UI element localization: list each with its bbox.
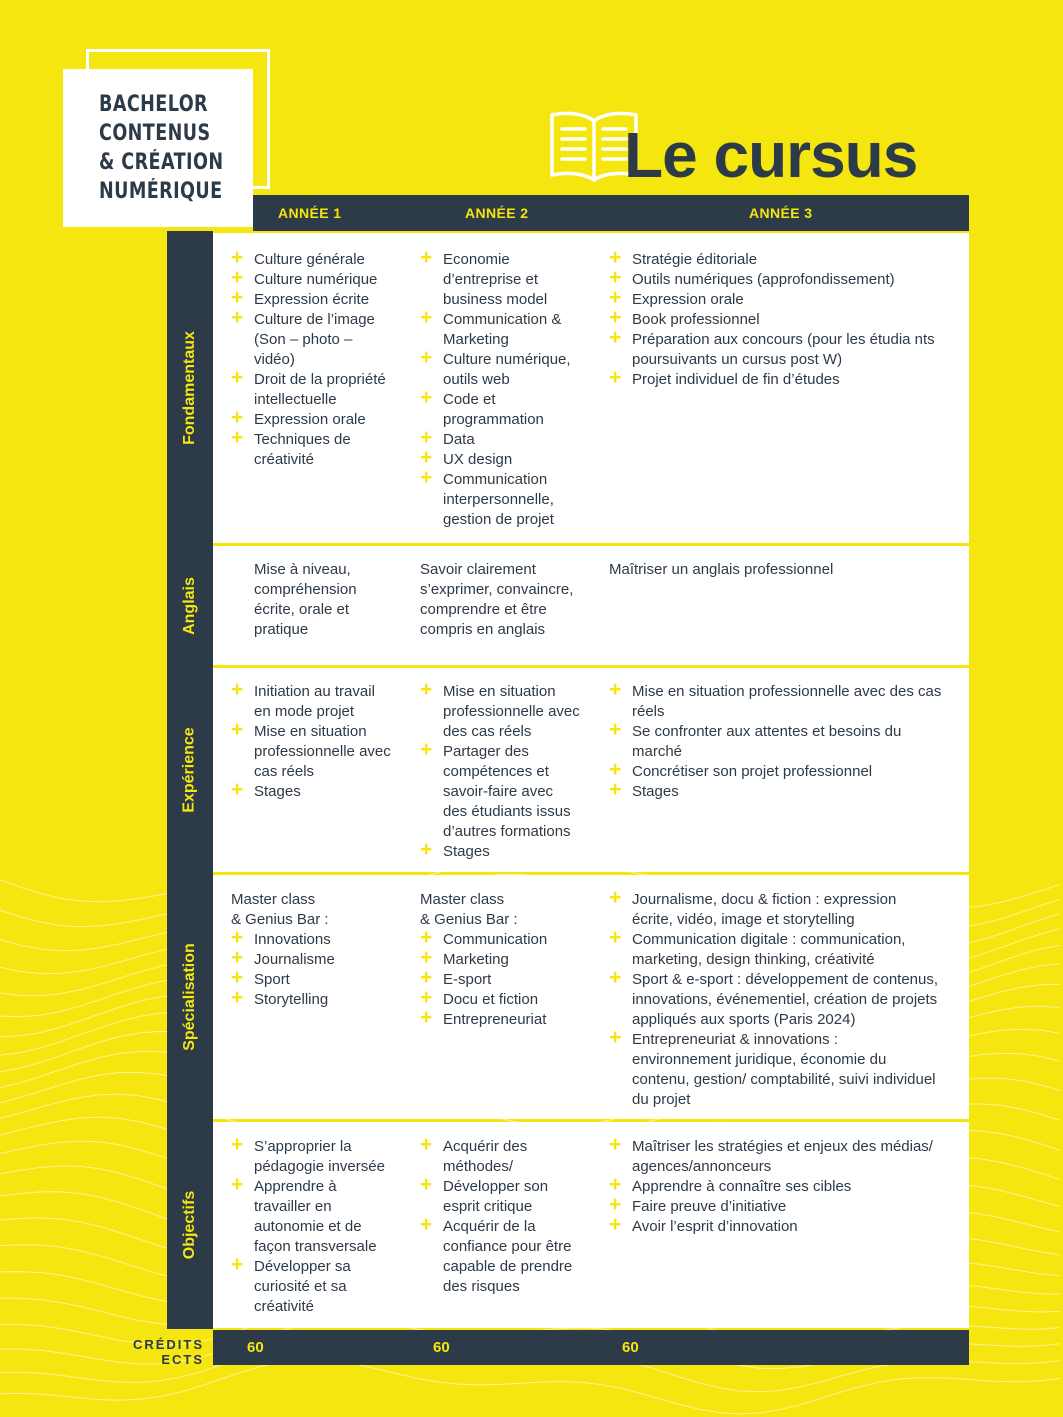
list-item: + Communication interpersonnelle, gestion de projet (420, 470, 580, 530)
cell-text: Mise à niveau, compréhension écrite, orale et pratique (254, 561, 357, 638)
list-item: + Maîtriser les stratégies et enjeux des médias/ agences/annonceurs (609, 1137, 939, 1177)
list-item: + Journalisme, docu & fiction : expression écrite, vidéo, image et storytelling (609, 890, 939, 930)
list-item: + S’approprier la pédagogie inversée (231, 1137, 391, 1177)
list-item: + Stratégie éditoriale (609, 250, 949, 270)
row-label-anglais (167, 546, 213, 665)
list-item: + Développer son esprit critique (420, 1177, 580, 1217)
table-cell (420, 1137, 580, 1297)
row-label-text: Objectifs (181, 1190, 198, 1260)
cell-intro: Master class (231, 891, 316, 908)
list-item: + Sport (231, 970, 391, 990)
program-title-line: BACHELOR (99, 92, 209, 117)
list-item: + Culture de l’image (Son – photo – vidéo) (231, 310, 391, 370)
table-cell (231, 890, 391, 1010)
list-item: + Sport & e-sport : développement de contenus, innovations, événementiel, création de projets appliqués aux sports (Paris 2024) (609, 970, 939, 1030)
credits-year-3: 60 (622, 1339, 639, 1356)
list-item: + Se confronter aux attentes et besoins du marché (609, 722, 954, 762)
column-header-year-2: ANNÉE 2 (465, 205, 529, 221)
list-item: + Culture générale (231, 250, 391, 270)
list-item: + Mise en situation professionnelle avec cas réels (231, 722, 391, 782)
list-item: + Communication (420, 930, 580, 950)
row-label-fondamentaux (167, 233, 213, 543)
row-label-objectifs (167, 1122, 213, 1328)
bullet-list (231, 250, 391, 470)
cell-text: Savoir clairement s’exprimer, convaincre, comprendre et être compris en anglais (420, 561, 574, 638)
credits-bar (213, 1330, 969, 1365)
list-item: + Apprendre à connaître ses cibles (609, 1177, 939, 1197)
column-header-year-3: ANNÉE 3 (749, 205, 813, 221)
list-item: + Avoir l’esprit d’innovation (609, 1217, 939, 1237)
list-item: + Droit de la propriété intellectuelle (231, 370, 391, 410)
table-row-fondamentaux (213, 233, 969, 543)
list-item: + Mise en situation professionnelle avec des cas réels (609, 682, 954, 722)
list-item: + Outils numériques (approfondissement) (609, 270, 949, 290)
list-item: + Expression écrite (231, 290, 391, 310)
table-row-experience (213, 668, 969, 872)
table-cell (609, 890, 939, 1110)
cell-intro: & Genius Bar : (231, 911, 329, 928)
table-cell (420, 682, 580, 862)
bullet-list (609, 682, 954, 802)
bullet-list (609, 890, 939, 1110)
row-label-text: Anglais (181, 576, 199, 635)
list-item: + Développer sa curiosité et sa créativité (231, 1257, 391, 1317)
table-header (253, 195, 969, 231)
program-title-line: & CRÉATION (99, 150, 224, 175)
list-item: + Expression orale (609, 290, 949, 310)
table-cell (609, 1137, 939, 1237)
table-cell (609, 560, 949, 580)
table-cell (231, 682, 391, 802)
list-item: + Culture numérique, outils web (420, 350, 580, 390)
list-item: + Mise en situation professionnelle avec des cas réels (420, 682, 580, 742)
cell-intro: Master class (420, 891, 505, 908)
table-cell (609, 682, 954, 802)
table-cell (420, 560, 575, 640)
bullet-list (420, 1137, 580, 1297)
list-item: + Entrepreneuriat (420, 1010, 580, 1030)
list-item: + Docu et fiction (420, 990, 580, 1010)
credits-year-1: 60 (247, 1339, 264, 1356)
page-title: Le cursus (624, 119, 918, 191)
list-item: + Communication & Marketing (420, 310, 580, 350)
list-item: + Techniques de créativité (231, 430, 391, 470)
list-item: + Concrétiser son projet professionnel (609, 762, 954, 782)
list-item: + Apprendre à travailler en autonomie et de façon transversale (231, 1177, 391, 1257)
list-item: + Culture numérique (231, 270, 391, 290)
row-label-experience (167, 668, 213, 872)
cell-intro: & Genius Bar : (420, 911, 518, 928)
program-title-line: NUMÉRIQUE (99, 179, 223, 204)
list-item: + Communication digitale : communication, marketing, design thinking, créativité (609, 930, 939, 970)
list-item: + Acquérir de la confiance pour être capable de prendre des risques (420, 1217, 580, 1297)
wave-line (0, 1360, 1060, 1414)
column-header-year-1: ANNÉE 1 (278, 205, 342, 221)
table-cell (254, 560, 389, 640)
bullet-list (231, 1137, 391, 1317)
list-item: + Journalisme (231, 950, 391, 970)
list-item: + Code et programmation (420, 390, 580, 430)
bullet-list (420, 930, 580, 1030)
table-cell (231, 1137, 391, 1317)
list-item: + Economie d’entreprise et business model (420, 250, 580, 310)
credits-ects-label (118, 1337, 204, 1367)
list-item: + Initiation au travail en mode projet (231, 682, 391, 722)
bullet-list (420, 250, 580, 530)
list-item: + Marketing (420, 950, 580, 970)
bullet-list (609, 250, 949, 390)
list-item: + Stages (420, 842, 580, 862)
bullet-list (231, 930, 391, 1010)
list-item: + E-sport (420, 970, 580, 990)
table-cell (420, 250, 580, 530)
table-cell (231, 250, 391, 470)
credits-label-line: ECTS (161, 1352, 204, 1367)
row-label-text: Spécialisation (181, 943, 198, 1051)
row-label-text: Fondamentaux (181, 331, 199, 445)
list-item: + Stages (231, 782, 391, 802)
list-item: + Entrepreneuriat & innovations : environnement juridique, économie du contenu, gestion/ comptabilité, suivi individuel du projet (609, 1030, 939, 1110)
table-row-objectifs (213, 1122, 969, 1328)
table-row-specialisation (213, 875, 969, 1119)
list-item: + Expression orale (231, 410, 391, 430)
credits-year-2: 60 (433, 1339, 450, 1356)
credits-label-line: CRÉDITS (132, 1337, 204, 1352)
list-item: + Innovations (231, 930, 391, 950)
list-item: + UX design (420, 450, 580, 470)
bullet-list (420, 682, 580, 862)
row-label-text: Expérience (181, 727, 199, 813)
table-cell (609, 250, 949, 390)
program-title-box (63, 69, 253, 227)
list-item: + Faire preuve d’initiative (609, 1197, 939, 1217)
list-item: + Book professionnel (609, 310, 949, 330)
list-item: + Préparation aux concours (pour les étudia nts poursuivants un cursus post W) (609, 330, 949, 370)
list-item: + Projet individuel de fin d’études (609, 370, 949, 390)
list-item: + Storytelling (231, 990, 391, 1010)
table-cell (420, 890, 580, 1030)
list-item: + Data (420, 430, 580, 450)
bullet-list (609, 1137, 939, 1237)
table-row-anglais (213, 546, 969, 665)
row-label-specialisation (167, 875, 213, 1119)
program-title-line: CONTENUS (99, 121, 211, 146)
list-item: + Acquérir des méthodes/ (420, 1137, 580, 1177)
cell-text: Maîtriser un anglais professionnel (609, 561, 834, 578)
list-item: + Partager des compétences et savoir-faire avec des étudiants issus d’autres formations (420, 742, 580, 842)
list-item: + Stages (609, 782, 954, 802)
bullet-list (231, 682, 391, 802)
